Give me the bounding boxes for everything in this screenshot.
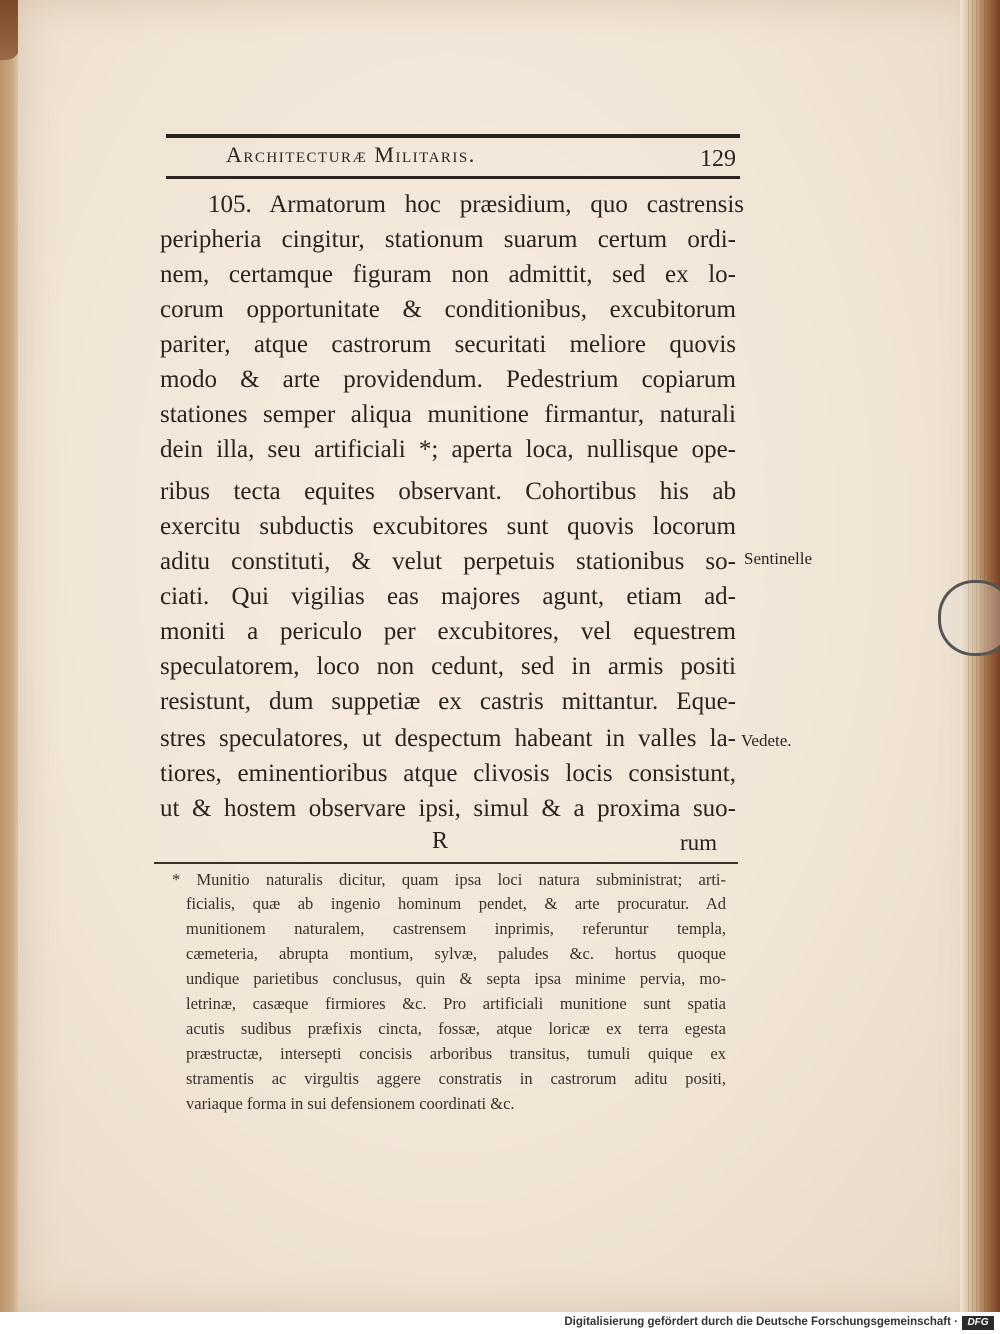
body-line: speculatorem, loco non cedunt, sed in armis positi [160, 653, 736, 680]
body-line: corum opportunitate & conditionibus, excubitorum [160, 296, 736, 323]
footnote-line: stramentis ac virgultis aggere constratis in castrorum aditu positi, [186, 1069, 726, 1088]
header-rule-bottom [166, 176, 740, 179]
body-line: aditu constituti, & velut perpetuis stationibus so- [160, 548, 736, 575]
page-number: 129 [700, 146, 736, 172]
body-line: stationes semper aliqua munitione firmantur, naturali [160, 401, 736, 428]
footnote-line: cæmeteria, abrupta montium, sylvæ, paludes &c. hortus quoque [186, 944, 726, 963]
footnote-line: acutis sudibus præfixis cincta, fossæ, atque loricæ ex terra egesta [186, 1019, 726, 1038]
body-line: ut & hostem observare ipsi, simul & a proxima suo- [160, 795, 736, 822]
body-line: moniti a periculo per excubitores, vel equestrem [160, 618, 736, 645]
footnote-line: variaque forma in sui defensionem coordinati &c. [186, 1094, 515, 1113]
footnote-line: præstructæ, intersepti concisis arboribus transitus, tumuli quique ex [186, 1044, 726, 1063]
body-line: nem, certamque figuram non admittit, sed ex lo- [160, 261, 736, 288]
funding-notice: Digitalisierung gefördert durch die Deutsche Forschungsgemeinschaft · [564, 1316, 958, 1328]
binding-corner [0, 0, 20, 60]
body-line: dein illa, seu artificiali *; aperta loca, nullisque ope- [160, 436, 736, 463]
body-line: tiores, eminentioribus atque clivosis locis consistunt, [160, 760, 736, 787]
dfg-logo: DFG [962, 1316, 994, 1330]
margin-note-sentinelle: Sentinelle [744, 549, 812, 568]
margin-note-vedete: Vedete. [741, 731, 792, 750]
body-line: stres speculatores, ut despectum habeant in valles la- [160, 725, 736, 752]
body-line: peripheria cingitur, stationum suarum certum ordi- [160, 226, 736, 253]
body-line: ciati. Qui vigilias eas majores agunt, etiam ad- [160, 583, 736, 610]
body-line: resistunt, dum suppetiæ ex castris mittantur. Eque- [160, 688, 736, 715]
footnote-line: ficialis, quæ ab ingenio hominum pendet, & arte procuratur. Ad [186, 894, 726, 913]
body-line: ribus tecta equites observant. Cohortibus his ab [160, 478, 736, 505]
footnote-line: letrinæ, casæque firmiores &c. Pro artificiali munitione sunt spatia [186, 994, 726, 1013]
footnote-line: munitionem naturalem, castrensem inprimis, referuntur templa, [186, 919, 726, 938]
running-head: Architecturæ Militaris. [226, 142, 476, 167]
page-stack-lines [968, 0, 988, 1312]
body-line: exercitu subductis excubitores sunt quovis locorum [160, 513, 736, 540]
page-clip [938, 580, 1000, 656]
catchword: rum [680, 830, 718, 855]
footnote-line: * Munitio naturalis dicitur, quam ipsa loci natura subministrat; arti- [172, 870, 726, 889]
header-rule-top [166, 134, 740, 138]
body-line: pariter, atque castrorum securitati meliore quovis [160, 331, 736, 358]
body-line: modo & arte providendum. Pedestrium copiarum [160, 366, 736, 393]
body-line: 105. Armatorum hoc præsidium, quo castrensis [208, 191, 744, 218]
footnote-rule [154, 862, 738, 864]
footnote-line: undique parietibus conclusus, quin & septa ipsa minime pervia, mo- [186, 969, 726, 988]
signature-mark: R [432, 828, 449, 854]
